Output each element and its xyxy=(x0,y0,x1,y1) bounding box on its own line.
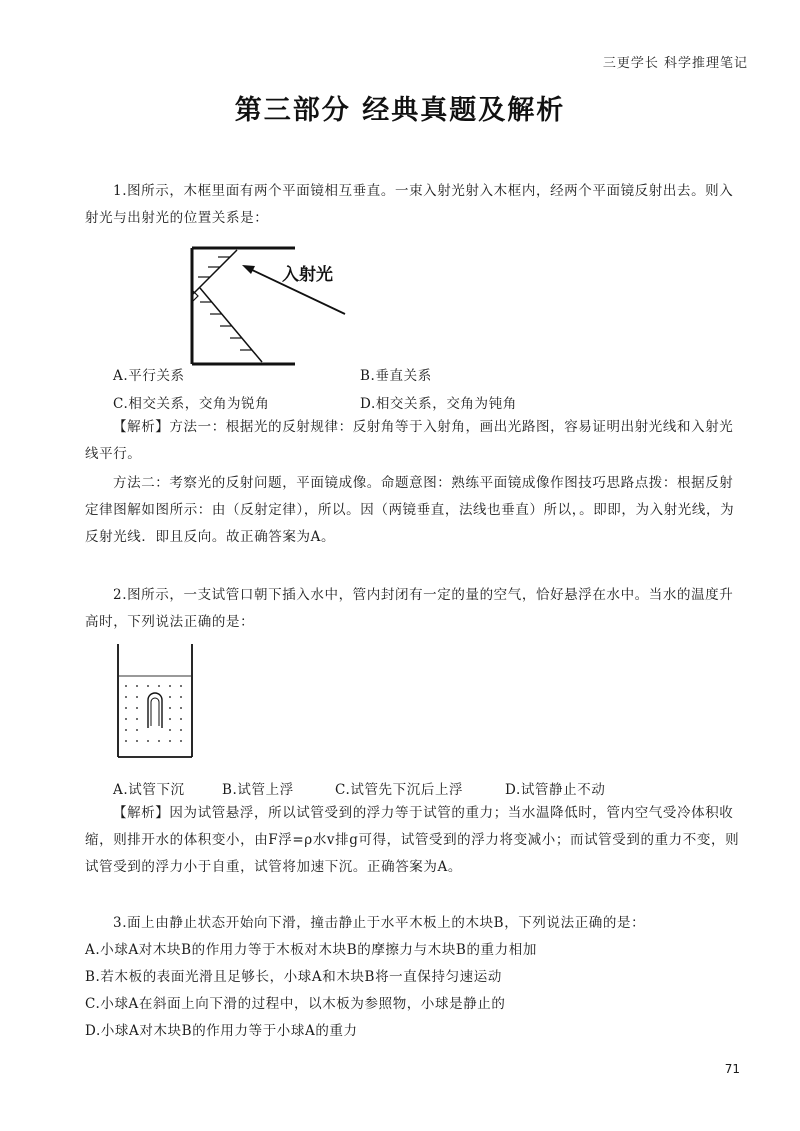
water-dot xyxy=(125,740,127,742)
q1-stem: 1.图所示，木框里面有两个平面镜相互垂直。一束入射光射入木框内，经两个平面镜反射出去。则入射光与出射光的位置关系是： xyxy=(85,183,734,226)
water-dot xyxy=(125,718,127,720)
water-dot xyxy=(180,685,182,687)
q3-option-c: C.小球A在斜面上向下滑的过程中，以木板为参照物，小球是静止的 xyxy=(85,996,506,1012)
water-dot xyxy=(169,718,171,720)
water-dot xyxy=(136,685,138,687)
water-dot xyxy=(180,707,182,709)
water-dot xyxy=(136,718,138,720)
page-title: 第三部分 经典真题及解析 xyxy=(234,95,566,126)
q3-option-d: D.小球A对木块B的作用力等于小球A的重力 xyxy=(85,1023,358,1039)
q1-option-c: C.相交关系，交角为锐角 xyxy=(113,396,270,412)
q2-option-a: A.试管下沉 xyxy=(113,782,185,798)
water-dot xyxy=(180,696,182,698)
water-dot xyxy=(169,740,171,742)
q2-option-d: D.试管静止不动 xyxy=(505,782,606,798)
water-dot xyxy=(158,740,160,742)
q2-analysis: 【解析】因为试管悬浮，所以试管受到的浮力等于试管的重力；当水温降低时，管内空气受冷体积收缩，则排开水的体积变小，由F浮=ρ水v排g可得，试管受到的浮力将变减小；而试管受到的重力不变，则试管受到的浮力小于自重，试管将加速下沉。正确答案为A。 xyxy=(85,805,740,875)
q3-option-a: A.小球A对木块B的作用力等于木板对木块B的摩擦力与木块B的重力相加 xyxy=(85,942,537,958)
q1-mirror-figure xyxy=(182,238,357,368)
water-dot xyxy=(158,685,160,687)
water-dot xyxy=(180,718,182,720)
water-dot xyxy=(136,729,138,731)
water-dot xyxy=(136,740,138,742)
q2-test-tube-figure xyxy=(110,640,200,762)
q1-analysis-method-2: 方法二：考察光的反射问题，平面镜成像。命题意图：熟练平面镜成像作图技巧思路点拨：根据反射定律图解如图所示：由（反射定律），所以。因（两镜垂直，法线也垂直）所以，。即即，为入射光线，为反射光线．即且反向。故正确答案为A。 xyxy=(85,475,735,545)
q1-option-b: B.垂直关系 xyxy=(360,368,432,384)
q1-figure-label: 入射光 xyxy=(282,265,333,285)
water-dot xyxy=(125,707,127,709)
page-number: 71 xyxy=(724,1062,740,1076)
water-dot xyxy=(147,685,149,687)
q2-option-b: B.试管上浮 xyxy=(222,782,294,798)
water-dot xyxy=(169,696,171,698)
q2-option-c: C.试管先下沉后上浮 xyxy=(335,782,464,798)
q1-option-d: D.相交关系，交角为钝角 xyxy=(360,396,517,412)
q3-stem: 3.面上由静止状态开始向下滑，撞击静止于水平木板上的木块B，下列说法正确的是： xyxy=(113,915,646,931)
q1-option-a: A.平行关系 xyxy=(113,368,185,384)
q1-analysis-method-1: 【解析】方法一：根据光的反射规律：反射角等于入射角，画出光路图，容易证明出射光线和入射光线平行。 xyxy=(85,419,734,462)
water-dot xyxy=(169,707,171,709)
water-dot xyxy=(180,740,182,742)
water-dot xyxy=(125,696,127,698)
water-dot xyxy=(169,685,171,687)
water-dot xyxy=(136,696,138,698)
water-dot xyxy=(180,729,182,731)
water-dot xyxy=(147,740,149,742)
q3-option-b: B.若木板的表面光滑且足够长，小球A和木块B将一直保持匀速运动 xyxy=(85,969,502,985)
water-dot xyxy=(136,707,138,709)
water-dot xyxy=(169,729,171,731)
q2-stem: 2.图所示，一支试管口朝下插入水中，管内封闭有一定的量的空气，恰好悬浮在水中。当水的温度升高时，下列说法正确的是： xyxy=(85,587,734,630)
water-dot xyxy=(125,729,127,731)
page-header: 三更学长 科学推理笔记 xyxy=(602,56,748,71)
water-dot xyxy=(125,685,127,687)
